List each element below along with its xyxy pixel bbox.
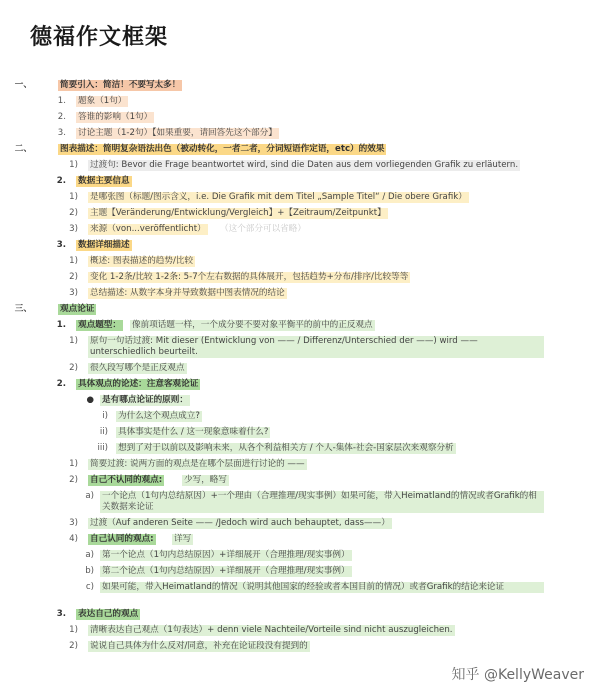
list-item (0, 110, 600, 126)
section-marker: 三、 (14, 304, 32, 314)
item-marker: i) (102, 411, 108, 421)
subsection-heading (0, 377, 600, 393)
item-text: 答谁的影响（1句） (78, 112, 153, 122)
item-text: 过渡（Auf anderen Seite —— /Jedoch wird auch behauptet, dass——） (90, 518, 390, 528)
item-text: 是哪张图（标题/图示含义，i.e. Die Grafik mit dem Titel „Sample Titel“ / Die obere Grafik） (90, 192, 467, 202)
item-marker: 1) (69, 192, 78, 202)
item-marker: 2) (69, 475, 78, 485)
item-marker: 2) (69, 641, 78, 651)
document-body (0, 78, 600, 655)
item-marker: 2) (69, 208, 78, 218)
item-marker: 3. (56, 240, 66, 250)
item-marker: a) (85, 491, 94, 501)
item-text: 如果可能，带入Heimatland的情况（说明其他国家的经验或者本国目前的情况）或者Grafik的结论来论证 (100, 582, 544, 593)
item-marker: 3) (69, 224, 78, 234)
item-marker: 1) (69, 160, 78, 170)
list-item (0, 548, 600, 564)
item-text: 原句一句话过渡: Mit dieser (Entwicklung von —— / Differenz/Unterschied der ——) wird —— unterschiedlich beurteilt. (88, 336, 544, 358)
section-marker: 二、 (14, 144, 32, 154)
item-note: （这个部分可以省略） (220, 224, 306, 234)
item-note: 少写，略写 (184, 475, 227, 485)
section-label: 图表描述：简明复杂语法出色（被动转化，一者二者，分词短语作定语，etc）的效果 (60, 144, 385, 154)
section-1-heading (0, 78, 600, 94)
item-marker: 3. (56, 609, 66, 619)
item-marker: 2. (56, 176, 66, 186)
list-item (0, 126, 600, 142)
list-item (0, 361, 600, 377)
list-item (0, 489, 600, 516)
item-text: 讨论主题（1-2句）【如果重要，请回答先这个部分】 (78, 128, 277, 138)
item-marker: 1) (69, 256, 78, 266)
list-item (0, 516, 600, 532)
subsection-label: 数据主要信息 (78, 176, 130, 186)
item-text: 清晰表达自己观点（1句表达）+ denn viele Nachteile/Vorteile sind nicht auszugleichen. (90, 625, 453, 635)
item-text: 总结描述: 从数字本身并导致数据中图表情况的结论 (90, 288, 285, 298)
list-item (0, 639, 600, 655)
subsection-label: 具体观点的论述：注意客观论证 (78, 379, 199, 389)
item-text: 过渡句: Bevor die Frage beantwortet wird, sind die Daten aus dem vorliegenden Grafik zu erläutern. (90, 160, 519, 170)
list-item (0, 580, 600, 607)
item-text: 为什么这个观点成立? (118, 411, 200, 421)
subsection-label: 表达自己的观点 (78, 609, 139, 619)
list-item (0, 286, 600, 302)
item-text: 自己不认同的观点: (90, 475, 163, 485)
item-marker: 2) (69, 363, 78, 373)
item-marker: 1) (69, 625, 78, 635)
item-text: 简要过渡: 说两方面的观点是在哪个层面进行讨论的 —— (90, 459, 305, 469)
item-marker: ii) (99, 427, 108, 437)
list-item (0, 532, 600, 548)
item-text: 一个论点（1句内总结原因）+一个理由（合理推理/现实事例）如果可能，带入Heimatland的情况或者Grafik的相关数据来论证 (100, 491, 544, 513)
list-item (0, 425, 600, 441)
item-text: 第一个论点（1句内总结原因）+详细展开（合理推理/现实事例） (102, 550, 350, 560)
item-text: 很久段写哪个是正反观点 (90, 363, 185, 373)
subsection-label: 观点题型： (78, 320, 121, 330)
item-marker: 1) (69, 336, 78, 346)
subsection-heading (0, 607, 600, 623)
item-marker: a) (85, 550, 94, 560)
bullet-icon: ● (86, 395, 94, 405)
item-text: 题象（1句） (78, 96, 127, 106)
list-item (0, 564, 600, 580)
item-text: 是有哪点论证的原则： (102, 395, 188, 405)
item-text: 具体事实是什么 / 这一现象意味着什么? (118, 427, 269, 437)
item-marker: 3. (57, 128, 66, 138)
list-item (0, 409, 600, 425)
section-2-heading (0, 142, 600, 158)
subsection-label: 数据详细描述 (78, 240, 130, 250)
item-marker: 2) (69, 272, 78, 282)
subsection-heading (0, 174, 600, 190)
item-text: 自己认同的观点: (90, 534, 154, 544)
item-text: 想到了对于以前以及影响未来，从各个利益相关方 / 个人-集体-社会-国家层次来观察分析 (118, 443, 454, 453)
list-item (0, 222, 600, 238)
list-item (0, 623, 600, 639)
list-item (0, 94, 600, 110)
section-marker: 一、 (14, 80, 32, 90)
bullet-item (0, 393, 600, 409)
item-marker: 3) (69, 288, 78, 298)
item-text: 来源（von...veröffentlicht） (90, 224, 206, 234)
document-title: 德福作文框架 (30, 25, 169, 50)
list-item (0, 334, 600, 361)
item-marker: iii) (97, 443, 108, 453)
list-item (0, 457, 600, 473)
list-item (0, 441, 600, 457)
item-marker: 1. (56, 320, 66, 330)
section-label: 观点论证 (60, 304, 95, 314)
item-text: 说说自己具体为什么反对/同意，补充在论证段没有提到的 (90, 641, 308, 651)
item-text: 变化 1-2条/比较 1-2条: 5-7个左右数据的具体展开，包括趋势+分布/排序/比较等等 (90, 272, 409, 282)
item-marker: 3) (69, 518, 78, 528)
item-marker: b) (85, 566, 94, 576)
item-text: 概述: 图表描述的趋势/比较 (90, 256, 194, 266)
item-note: 详写 (174, 534, 192, 544)
section-3-heading (0, 302, 600, 318)
subsection-heading (0, 238, 600, 254)
item-marker: 4) (69, 534, 78, 544)
item-marker: 1) (69, 459, 78, 469)
item-marker: 1. (57, 96, 66, 106)
list-item (0, 158, 600, 174)
item-marker: 2. (56, 379, 66, 389)
item-text: 第二个论点（1句内总结原因）+详细展开（合理推理/现实事例） (102, 566, 350, 576)
section-label: 简要引入：简洁！不要写太多！ (60, 80, 181, 90)
list-item (0, 190, 600, 206)
subsection-heading (0, 318, 600, 334)
list-item (0, 270, 600, 286)
watermark: 知乎 @KellyWeaver (451, 667, 584, 683)
item-text: 主题【Veränderung/Entwicklung/Vergleich】+【Zeitraum/Zeitpunkt】 (90, 208, 386, 218)
subsection-text: 像前项话题一样，一个成分要不要对象平衡平的前中的正反观点 (132, 320, 373, 330)
list-item (0, 473, 600, 489)
item-marker: c) (85, 582, 94, 592)
list-item (0, 206, 600, 222)
item-marker: 2. (57, 112, 66, 122)
list-item (0, 254, 600, 270)
